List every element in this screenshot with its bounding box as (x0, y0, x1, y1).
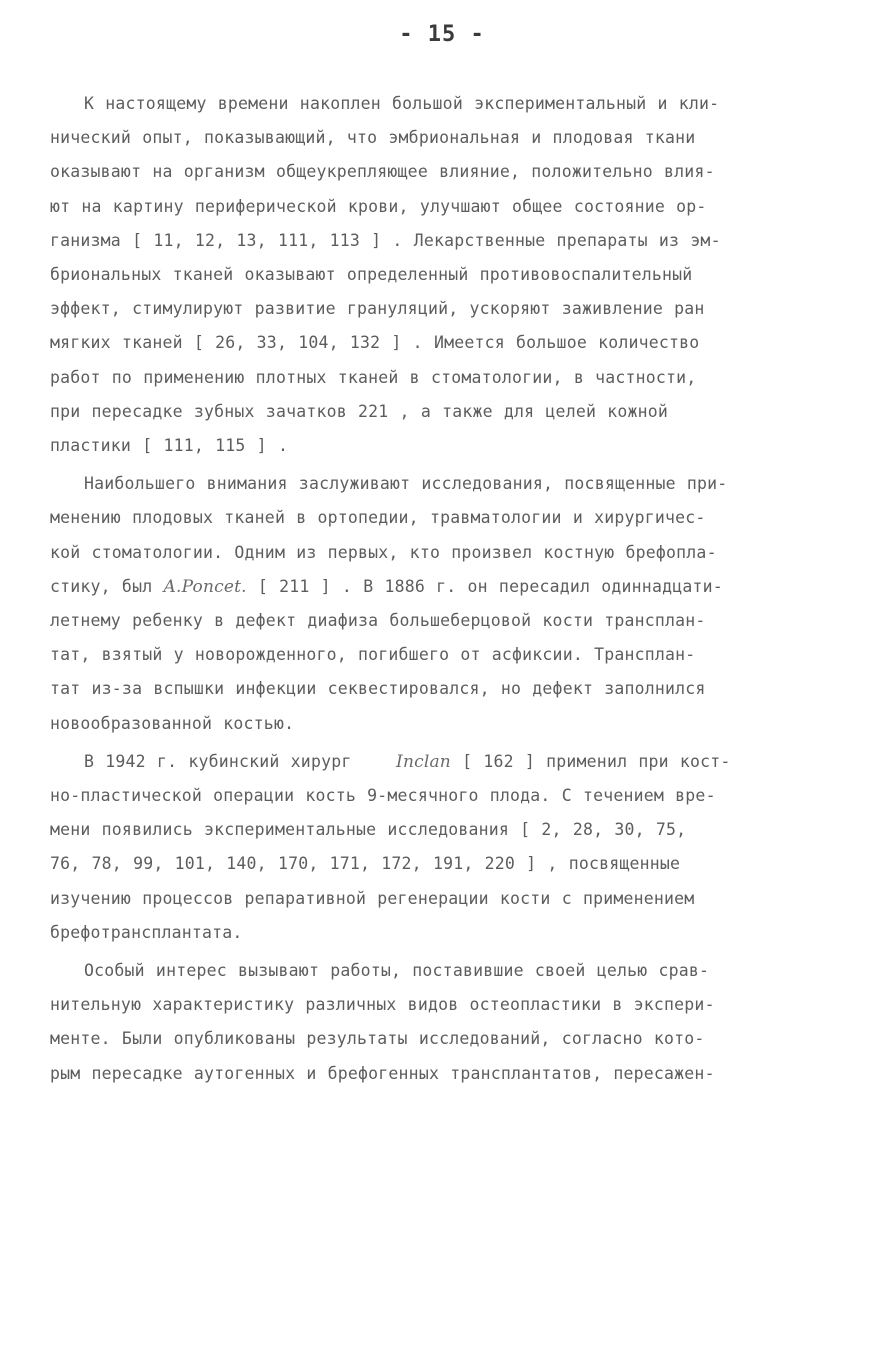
text-segment: [ 211 ] . В 1886 г. он пересадил одиннадцати- (246, 576, 723, 596)
text-line: менте. Были опубликованы результаты исследований, согласно кото- (50, 1029, 705, 1049)
text-line: изучению процессов репаративной регенерации кости с применением (50, 888, 695, 908)
paragraph-2 (50, 467, 834, 741)
text-line: К настоящему времени накоплен большой экспериментальный и кли- (84, 94, 720, 113)
text-line: Наибольшего внимания заслуживают исследования, посвященные при- (84, 474, 728, 494)
text-line-with-handwriting (50, 570, 834, 604)
text-line: пластики [ 111, 115 ] . (50, 436, 289, 456)
text-line: мени появились экспериментальные исследования [ 2, 28, 30, 75, (50, 820, 687, 840)
text-line: нический опыт, показывающий, что эмбриональная и плодовая ткани (50, 128, 696, 148)
paragraph-1 (50, 87, 834, 463)
paragraph-4 (50, 954, 834, 1091)
text-line: Особый интерес вызывают работы, поставившие своей целью срав- (84, 961, 710, 981)
text-segment: стику, был (50, 576, 153, 596)
text-line: новообразованной костью. (50, 713, 295, 733)
text-line-with-handwriting (50, 745, 834, 779)
text-line: оказывают на организм общеукрепляющее влияние, положительно влия- (50, 162, 715, 182)
text-line: нительную характеристику различных видов остеопластики в экспери- (50, 995, 715, 1015)
text-line: при пересадке зубных зачатков 221 , а также для целей кожной (50, 401, 669, 421)
paragraph-3 (50, 745, 834, 950)
text-line: менению плодовых тканей в ортопедии, травматологии и хирургичес- (50, 508, 706, 528)
text-line: ганизма [ 11, 12, 13, 111, 113 ] . Лекарственные препараты из эм- (50, 230, 721, 250)
text-line: работ по применению плотных тканей в стоматологии, в частности, (50, 367, 697, 387)
text-line: 76, 78, 99, 101, 140, 170, 171, 172, 191, 220 ] , посвященные (50, 854, 681, 874)
text-line: эффект, стимулируют развитие грануляций, ускоряют заживление ран (50, 299, 705, 319)
text-line: бриональных тканей оказывают определенный противовоспалительный (50, 265, 693, 285)
text-line: ют на картину периферической крови, улучшают общее состояние ор- (50, 196, 707, 216)
text-line: но-пластической операции кость 9-месячного плода. С течением вре- (50, 786, 716, 806)
text-line: летнему ребенку в дефект диафиза большеберцовой кости трансплан- (50, 611, 706, 631)
text-line: кой стоматологии. Одним из первых, кто произвел костную брефопла- (50, 542, 717, 562)
text-segment: [ 162 ] применил при кост- (450, 751, 731, 771)
page-number: - 15 - (399, 22, 485, 47)
text-line: рым пересадке аутогенных и брефогенных трансплантатов, пересажен- (50, 1063, 715, 1083)
text-segment: В 1942 г. кубинский хирург (84, 751, 352, 771)
text-line: тат из-за вспышки инфекции секвестировался, но дефект заполнился (50, 679, 706, 699)
text-line: тат, взятый у новорожденного, погибшего от асфиксии. Трансплан- (50, 645, 696, 665)
text-line: мягких тканей [ 26, 33, 104, 132 ] . Имеется большое количество (50, 333, 700, 353)
handwritten-name-inclan: Inclan (396, 751, 451, 772)
handwritten-name-poncet: A.Poncet. (163, 576, 247, 597)
text-line: брефотрансплантата. (50, 922, 243, 942)
